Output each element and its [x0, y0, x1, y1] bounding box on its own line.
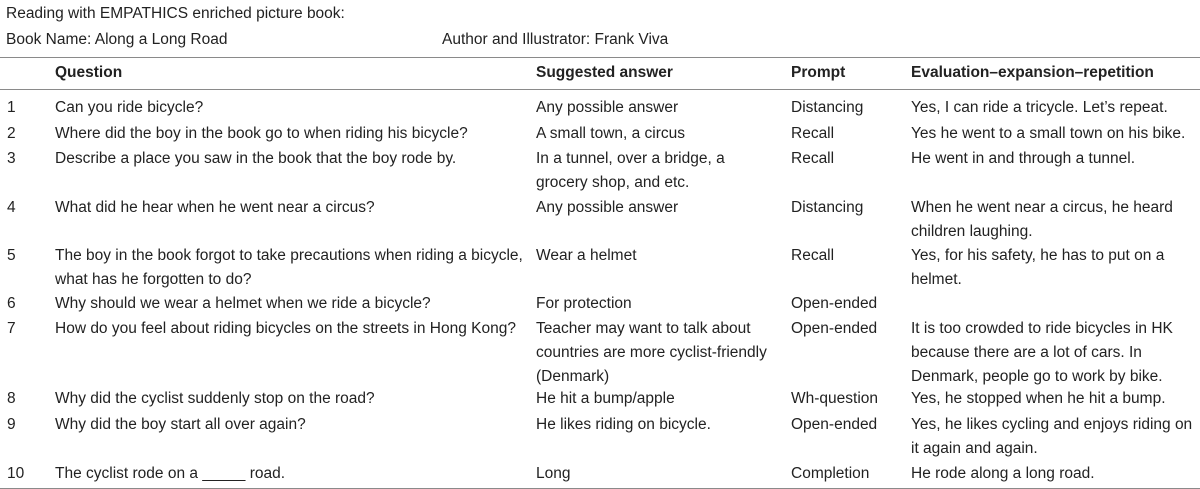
header-prompt: Prompt [791, 64, 846, 81]
intro-text: Reading with EMPATHICS enriched picture book: [6, 5, 345, 22]
row-number: 6 [7, 295, 16, 312]
question-cell: How do you feel about riding bicycles on the streets in Hong Kong? [55, 320, 516, 337]
row-number: 7 [7, 320, 16, 337]
answer-cell: Wear a helmet [536, 247, 637, 264]
row-number: 5 [7, 247, 16, 264]
prompt-cell: Open-ended [791, 416, 878, 433]
eer-cell: He went in and through a tunnel. [911, 150, 1136, 167]
header-question: Question [55, 64, 123, 81]
eer-cell: Yes, he stopped when he hit a bump. [911, 390, 1166, 407]
answer-cell: He likes riding on bicycle. [536, 416, 711, 433]
row-number: 8 [7, 390, 16, 407]
question-cell: Where did the boy in the book go to when riding his bicycle? [55, 125, 468, 142]
question-cell: Why did the cyclist suddenly stop on the road? [55, 390, 375, 407]
eer-cell: When he went near a circus, he heard children laughing. [911, 199, 1173, 240]
row-number: 3 [7, 150, 16, 167]
eer-cell: Yes, he likes cycling and enjoys riding on it again and again. [911, 416, 1193, 457]
prompt-cell: Recall [791, 125, 835, 142]
header-evaluation-expansion-repetition: Evaluation–expansion–repetition [911, 64, 1154, 81]
prompt-cell: Recall [791, 247, 835, 264]
prompt-cell: Distancing [791, 99, 864, 116]
row-number: 9 [7, 416, 16, 433]
question-cell: Why did the boy start all over again? [55, 416, 306, 433]
question-cell: The cyclist rode on a _____ road. [55, 465, 286, 482]
prompt-cell: Distancing [791, 199, 864, 216]
question-cell: Can you ride bicycle? [55, 99, 204, 116]
answer-cell: For protection [536, 295, 632, 312]
answer-cell: Teacher may want to talk about countries are more cyclist-friendly (Denmark) [536, 320, 767, 385]
eer-cell: Yes, I can ride a tricycle. Let’s repeat. [911, 99, 1168, 116]
table-top-rule [0, 57, 1200, 58]
header-suggested-answer: Suggested answer [536, 64, 673, 81]
answer-cell: He hit a bump/apple [536, 390, 675, 407]
question-cell: What did he hear when he went near a circus? [55, 199, 375, 216]
prompt-cell: Completion [791, 465, 870, 482]
book-author: Author and Illustrator: Frank Viva [442, 31, 669, 48]
header-bottom-rule [0, 89, 1200, 90]
answer-cell: Any possible answer [536, 99, 679, 116]
answer-cell: Long [536, 465, 571, 482]
answer-cell: In a tunnel, over a bridge, a grocery shop, and etc. [536, 150, 725, 191]
question-cell: Describe a place you saw in the book that the boy rode by. [55, 150, 457, 167]
row-number: 10 [7, 465, 25, 482]
eer-cell: He rode along a long road. [911, 465, 1095, 482]
prompt-cell: Open-ended [791, 320, 878, 337]
answer-cell: Any possible answer [536, 199, 679, 216]
row-number: 4 [7, 199, 16, 216]
eer-cell: It is too crowded to ride bicycles in HK because there are a lot of cars. In Denmark, people go to work by bike. [911, 320, 1173, 385]
book-name: Book Name: Along a Long Road [6, 31, 228, 48]
question-cell: The boy in the book forgot to take precautions when riding a bicycle, what has he forgotten to do? [55, 247, 523, 288]
row-number: 1 [7, 99, 16, 116]
answer-cell: A small town, a circus [536, 125, 686, 142]
question-cell: Why should we wear a helmet when we ride a bicycle? [55, 295, 431, 312]
prompt-cell: Wh-question [791, 390, 879, 407]
row-number: 2 [7, 125, 16, 142]
eer-cell: Yes, for his safety, he has to put on a helmet. [911, 247, 1165, 288]
prompt-cell: Open-ended [791, 295, 878, 312]
eer-cell: Yes he went to a small town on his bike. [911, 125, 1186, 142]
prompt-cell: Recall [791, 150, 835, 167]
